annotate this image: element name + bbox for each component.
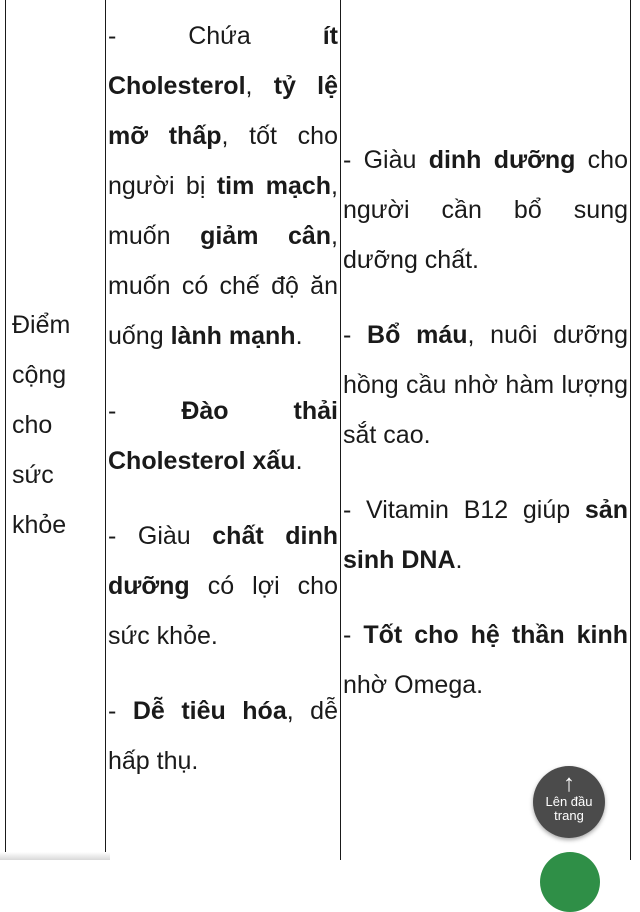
paragraph-gap xyxy=(343,285,628,310)
text: . xyxy=(455,546,463,574)
fish-benefits-cell xyxy=(108,11,338,786)
bold-text: tỷ lệ mỡ thấp xyxy=(108,72,338,150)
text: , nuôi dưỡng hồng cầu nhờ hàm lượng sắt cao. xyxy=(343,321,628,449)
text: - xyxy=(343,621,364,649)
paragraph-gap xyxy=(108,486,338,511)
bold-text: Dễ tiêu hóa xyxy=(132,697,287,725)
text: , muốn có chế độ ăn uống xyxy=(108,222,338,350)
row-label-line: cho xyxy=(12,411,53,439)
benefit-item xyxy=(108,511,338,661)
bold-text: Đào thải Cholesterol xấu xyxy=(108,397,338,475)
bold-text: giảm cân xyxy=(200,222,332,250)
text: - xyxy=(108,397,182,425)
table-border-right xyxy=(630,0,631,860)
paragraph-gap xyxy=(343,460,628,485)
meat-benefits-cell xyxy=(343,135,628,710)
table-border-col1 xyxy=(105,0,106,860)
bold-text: ít Cholesterol xyxy=(108,22,338,100)
benefit-item xyxy=(108,11,338,361)
paragraph-gap xyxy=(343,585,628,610)
text: . xyxy=(295,322,303,350)
text: - Giàu xyxy=(343,146,429,174)
table-border-left xyxy=(5,0,6,860)
text: có lợi cho sức khỏe. xyxy=(108,572,338,650)
row-label-line: khỏe xyxy=(12,511,67,539)
benefit-item xyxy=(108,686,338,786)
text: - Giàu xyxy=(108,522,213,550)
row-label-line: cộng xyxy=(12,361,67,389)
arrow-up-icon: ↑ xyxy=(563,770,575,797)
row-label-cell xyxy=(12,300,102,550)
text: . xyxy=(295,447,303,475)
text: cho người cần bổ sung dưỡng chất. xyxy=(343,146,628,274)
text: nhờ Omega. xyxy=(343,671,484,699)
bold-text: sản sinh DNA xyxy=(343,496,628,574)
bold-text: dinh dưỡng xyxy=(428,146,576,174)
text: - xyxy=(343,321,368,349)
bold-text: lành mạnh xyxy=(170,322,296,350)
benefit-item xyxy=(343,610,628,710)
bottom-shadow xyxy=(0,852,110,860)
bold-text: chất dinh dưỡng xyxy=(108,522,338,600)
bold-text: Bổ máu xyxy=(367,321,468,349)
text: , xyxy=(245,72,274,100)
paragraph-gap xyxy=(108,661,338,686)
table-border-col2 xyxy=(340,0,341,860)
text: , dễ hấp thụ. xyxy=(108,697,338,775)
text: - Vitamin B12 giúp xyxy=(343,496,585,524)
paragraph-gap xyxy=(108,361,338,386)
text: , muốn xyxy=(108,172,338,250)
row-label-line: Điểm xyxy=(12,311,71,339)
row-label-line: sức xyxy=(12,461,54,489)
benefit-item xyxy=(108,386,338,486)
bold-text: tim mạch xyxy=(216,172,332,200)
back-to-top-label: Lên đầu trang xyxy=(545,794,593,823)
benefit-item xyxy=(343,310,628,460)
text: , tốt cho người bị xyxy=(108,122,338,200)
benefit-item xyxy=(343,485,628,585)
bold-text: Tốt cho hệ thần kinh xyxy=(363,621,628,649)
text: - Chứa xyxy=(108,22,323,50)
text: - xyxy=(108,697,133,725)
benefit-item xyxy=(343,135,628,285)
chat-button[interactable] xyxy=(540,852,600,912)
back-to-top-button[interactable] xyxy=(533,766,605,838)
